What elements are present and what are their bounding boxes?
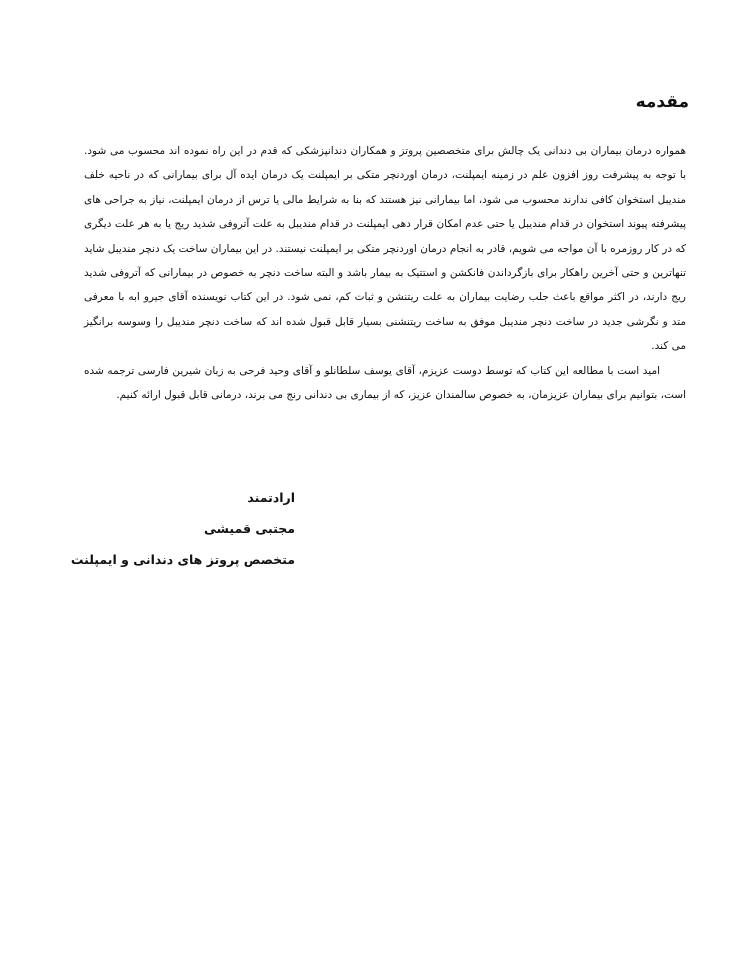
signature-author-title: متخصص پروتز های دندانی و ایمپلنت (70, 552, 295, 567)
paragraph-2: امید است با مطالعه این کتاب که توسط دوست عزیزم، آقای یوسف سلطانلو و آقای وحید فرحی به زبان شیرین فارسی ترجمه شده است، بتوانیم برای بیماران عزیزمان، به خصوص سالمندان عزیز، که از بیماری بی دندانی رنج می برند، درمانی قابل قبول ارائه کنیم. (84, 364, 686, 402)
signature-author-name: مجتبی قمیشی (204, 521, 295, 536)
signature-closing: ارادتمند (247, 490, 295, 505)
paragraph-1: همواره درمان بیماران بی دندانی یک چالش برای متخصصین پروتز و همکاران دندانپزشکی که قدم در این راه نموده اند محسوب می شود. با توجه به پیشرفت روز افزون علم در زمینه ایمپلنت، درمان اوردنچر متکی بر ایمپلنت یک درمان ایده آل برای بیمارانی که در ناحیه خلف مندیبل استخوان کافی ندارند محسوب می شود، اما بیمارانی نیز هستند که بنا به شرایط مالی یا ترس از درمان ایمپلنت، نیاز به جراحی های پیشرفته پیوند استخوان در قدام مندیبل یا حتی عدم امکان قرار دهی ایمپلنت در قدام مندیبل به علت آتروفی شدید ریج یا به هر علت دیگری که در کار روزمره با آن مواجه می شویم، قادر به انجام درمان اوردنچر متکی بر ایمپلنت نیستند. در این بیماران ساخت یک دنچر مندیبل شاید تنهاترین و حتی آخرین راهکار برای بازگرداندن فانکشن و استتیک به بیمار باشد و البته ساخت دنچر به خصوص در بیمارانی که آتروفی شدید ریج دارند، در اکثر مواقع باعث جلب رضایت بیماران به علت ریتنشن و ثبات کم، نمی شود. در این کتاب نویسنده آقای جیرو ابه با معرفی متد و نگرشی جدید در ساخت دنچر مندیبل موفق به ساخت ریتنشنی بسیار قابل قبول شده اند که ساخت دنچر مندیبل را وسوسه برانگیز می کند. (84, 145, 686, 353)
preface-body (84, 139, 686, 407)
signature-block (70, 482, 295, 575)
page-title: مقدمه (635, 92, 689, 112)
